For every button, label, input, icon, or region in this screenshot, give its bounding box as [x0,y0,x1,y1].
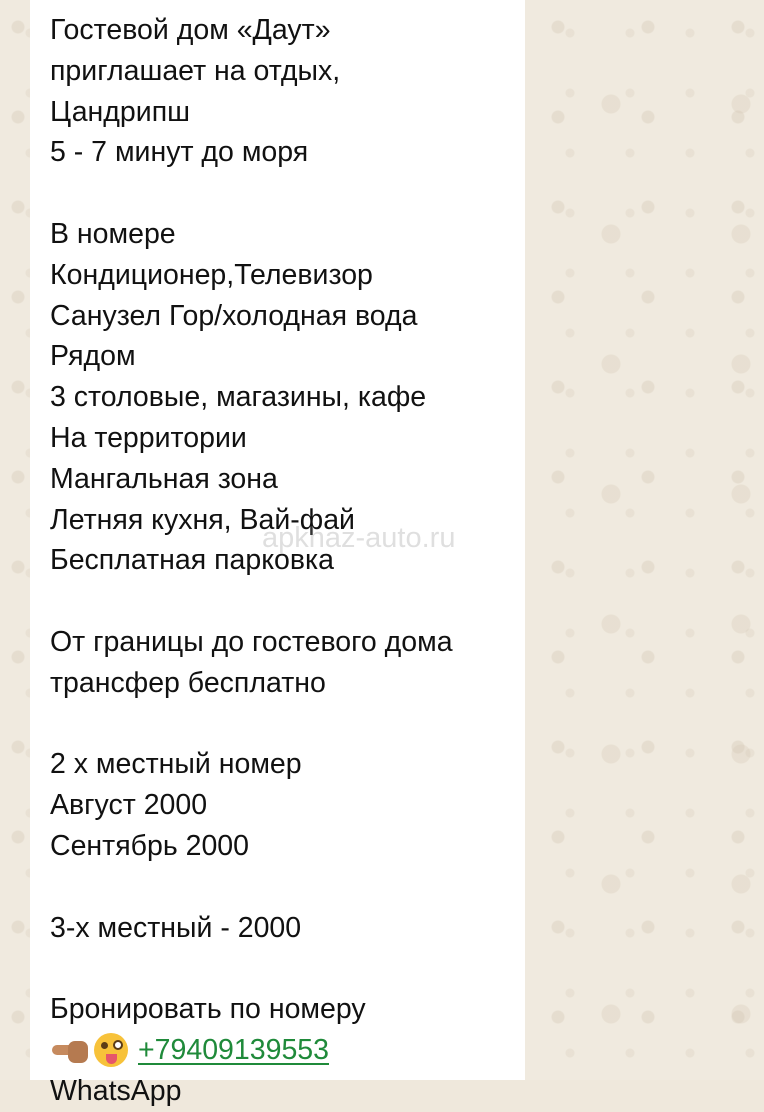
message-blank-line [50,173,525,214]
message-line: 3-х местный - 2000 [50,911,302,944]
message-line: трансфер бесплатно [50,666,326,699]
message-line: Август 2000 [50,789,208,822]
message-line: Сентябрь 2000 [50,829,249,862]
message-line: Летняя кухня, Вай-фай [50,503,355,536]
message-line: Санузел Гор/холодная вода [50,299,418,332]
message-line: Цандрипш [50,95,190,128]
message-line: Кондиционер,Телевизор [50,258,373,291]
message-line: На территории [50,421,247,454]
message-line: Бронировать по номеру [50,993,366,1026]
phone-number-link[interactable]: +79409139553 [138,1033,329,1066]
message-line: От границы до гостевого дома [50,625,453,658]
winking-tongue-face-icon [94,1033,128,1067]
message-line: 3 столовые, магазины, кафе [50,381,427,414]
message-cut-line: WhatsApp [50,1074,182,1107]
watermark: apkhaz-auto.ru [262,522,456,554]
message-blank-line [50,704,525,745]
message-line: Рядом [50,340,136,373]
message-line: 5 - 7 минут до моря [50,136,309,169]
message-line: Бесплатная парковка [50,544,334,577]
message-line: В номере [50,217,176,250]
message-line: 2 х местный номер [50,748,302,781]
message-blank-line [50,867,525,908]
pointing-hand-icon [50,1033,90,1067]
message-line: приглашает на отдых, [50,54,341,87]
message-blank-line [50,948,525,989]
message-bubble[interactable] [30,0,525,1107]
phone-row [50,1030,525,1071]
message-line: Мангальная зона [50,462,278,495]
message-line: Гостевой дом «Даут» [50,14,331,46]
message-blank-line [50,581,525,622]
